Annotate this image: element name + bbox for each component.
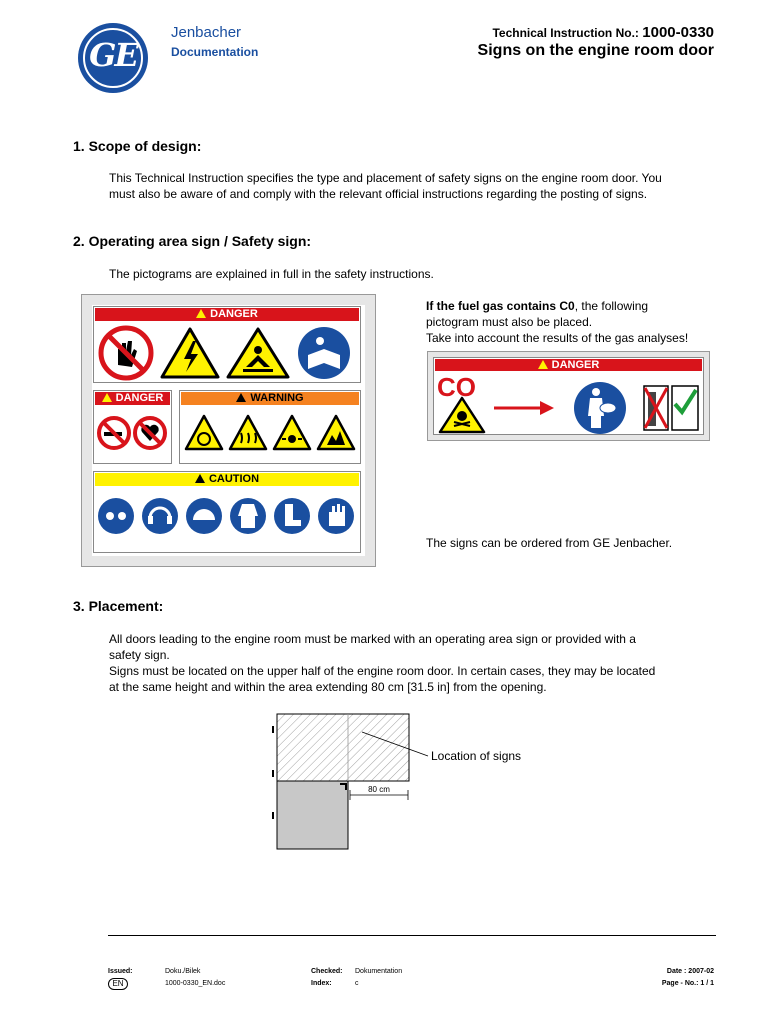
warning-bar: [181, 392, 359, 405]
issued-value: Doku./Bilek: [165, 968, 201, 975]
warning-label: WARNING: [250, 392, 304, 404]
danger-label: DANGER: [210, 308, 258, 320]
co-label: CO: [437, 372, 476, 402]
gloves-icon: [318, 498, 354, 534]
gas-detector-icon: [574, 382, 626, 434]
hot-surface-icon: [230, 416, 266, 449]
danger-bar-top: [95, 308, 359, 321]
ge-logo-text: GE: [89, 36, 137, 74]
hinge-top: [272, 726, 274, 733]
protective-clothing-icon: [230, 498, 266, 534]
fuel-gas-line-1: [426, 298, 648, 314]
section-heading-scope: 1. Scope of design:: [73, 138, 202, 154]
co-sign-icons: [436, 372, 702, 434]
warning-panel: [179, 390, 361, 464]
checked-value: Dokumentation: [355, 968, 403, 975]
brand-name: Jenbacher: [171, 24, 242, 41]
read-manual-icon: [298, 327, 350, 379]
date-label: Date : 2007-02: [666, 968, 714, 975]
warning-triangle-icon: [538, 360, 548, 369]
no-smoking-icon: [99, 418, 129, 448]
ti-label: Technical Instruction No.:: [492, 26, 643, 40]
no-entry-hand-icon: [101, 328, 151, 378]
co-danger-bar: [435, 359, 702, 371]
scope-text-line-2: must also be aware of and comply with the relevant official instructions regarding the posting of signs.: [109, 187, 648, 201]
danger-panel-top: [93, 306, 361, 383]
order-text: The signs can be ordered from GE Jenbacher.: [426, 536, 673, 550]
operating-text: The pictograms are explained in full in the safety instructions.: [109, 267, 434, 281]
crush-hazard-icon: [228, 329, 288, 377]
rotating-parts-icon: [186, 416, 222, 449]
operating-area-sign: [81, 294, 376, 567]
fuel-gas-bold: If the fuel gas contains C0: [426, 299, 575, 313]
index-value: c: [355, 980, 359, 987]
head-protection-icon: [186, 498, 222, 534]
co-danger-sign: [427, 351, 710, 441]
checked-label: Checked:: [311, 968, 343, 975]
hinge-middle: [272, 770, 274, 777]
warning-triangle-icon: [236, 393, 246, 402]
sign-location-area: [277, 714, 409, 781]
eye-protection-icon: [98, 498, 134, 534]
language-badge: EN: [108, 978, 128, 990]
footer-divider: [108, 935, 716, 936]
warning-icons: [184, 413, 360, 453]
fuel-gas-line-2: pictogram must also be placed.: [426, 315, 593, 329]
sign-board-inner: [92, 305, 365, 556]
noise-hazard-icon: [274, 416, 310, 449]
danger-top-icons: [98, 325, 358, 381]
issued-label: Issued:: [108, 968, 133, 975]
caution-bar: [95, 473, 359, 486]
placement-line-3: Signs must be located on the upper half of the engine room door. In certain cases, they may be located: [109, 664, 656, 678]
location-label: Location of signs: [431, 749, 522, 763]
danger-bar-small: [95, 392, 170, 405]
warning-triangle-icon: [195, 474, 205, 483]
placement-diagram: [270, 712, 520, 852]
danger-small-icons: [96, 413, 170, 453]
co-danger-label: DANGER: [551, 359, 600, 371]
dimension-label: 80 cm: [368, 785, 390, 794]
placement-line-2: safety sign.: [109, 648, 170, 662]
no-fire-door-icon: [644, 386, 668, 430]
warning-triangle-icon: [196, 309, 206, 318]
high-voltage-icon: [162, 329, 218, 377]
index-label: Index:: [311, 980, 332, 987]
brand-subtitle: Documentation: [171, 45, 259, 59]
scope-text-line-1: This Technical Instruction specifies the type and placement of safety signs on the engine room door. You: [109, 171, 662, 185]
explosive-icon: [318, 416, 354, 449]
door-lower-half: [277, 781, 348, 849]
page-title: Signs on the engine room door: [477, 42, 714, 59]
caution-panel: [93, 471, 361, 553]
arrow-right-icon: [494, 401, 554, 415]
no-pacemaker-icon: [135, 418, 165, 448]
file-name: 1000-0330_EN.doc: [165, 980, 226, 987]
danger-label-small: DANGER: [115, 392, 164, 404]
safety-boots-icon: [274, 498, 310, 534]
technical-instruction-number: [492, 24, 714, 41]
warning-triangle-icon: [102, 393, 112, 402]
co-sign-inner: [433, 357, 704, 435]
ear-protection-icon: [142, 498, 178, 534]
caution-label: CAUTION: [208, 473, 260, 485]
page-number: Page - No.: 1 / 1: [661, 980, 714, 987]
section-heading-placement: 3. Placement:: [73, 598, 164, 614]
danger-panel-small: [93, 390, 172, 464]
placement-line-1: All doors leading to the engine room must be marked with an operating area sign or provided with a: [109, 632, 636, 646]
fuel-gas-line-3: Take into account the results of the gas analyses!: [426, 331, 689, 345]
hinge-bottom: [272, 812, 274, 819]
caution-icons: [96, 496, 360, 536]
toxic-icon: [440, 398, 484, 432]
check-icon: [672, 386, 698, 430]
section-heading-operating: 2. Operating area sign / Safety sign:: [73, 233, 312, 249]
placement-line-4: at the same height and within the area extending 80 cm [31.5 in] from the opening.: [109, 680, 547, 694]
fuel-gas-rest: , the following: [574, 299, 649, 313]
ti-number: 1000-0330: [642, 24, 714, 41]
